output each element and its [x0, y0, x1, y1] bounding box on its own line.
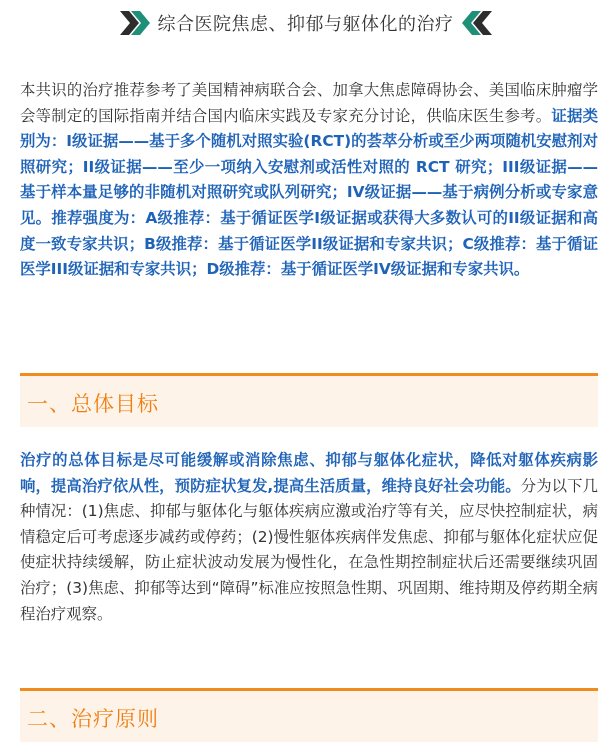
evidence-levels-text: 证据类别为：I级证据——基于多个随机对照实验(RCT)的荟萃分析或至少两项随机安慰剂对照研究；II级证据——至少一项纳入安慰剂或活性对照的 RCT 研究；III级证据——基于样本量足够的非随机对照研究或队列研究；IV级证据——基于病例分析或专家意见。推荐强度为：A级推荐：基于循证医学I级证据或获得大多数认可的II级证据和高度一致专家共识；B级推荐：基于循证医学II级证据和专家共识；C级推荐：基于循证医学III级证据和专家共识；D级推荐：基于循证医学IV级证据和专家共识。	[20, 106, 598, 279]
section-title: 二、治疗原则	[27, 707, 159, 731]
intro-paragraph	[20, 78, 598, 283]
article-title: 综合医院焦虑、抑郁与躯体化的治疗	[157, 14, 454, 35]
intro-text: 本共识的治疗推荐参考了美国精神病联合会、加拿大焦虑障碍协会、美国临床肿瘤学会等制定的国际指南并结合国内临床实践及专家充分讨论，供临床医生参考。	[20, 81, 598, 125]
article-header	[0, 6, 611, 40]
section-heading-treatment-principles	[20, 688, 598, 742]
overall-goal-paragraph	[20, 448, 598, 627]
double-chevron-right-icon	[118, 8, 152, 38]
section-title: 一、总体目标	[27, 392, 159, 416]
double-chevron-left-icon	[460, 8, 494, 38]
overall-goal-emphasis: 治疗的总体目标是尽可能缓解或消除焦虑、抑郁与躯体化症状，降低对躯体疾病影响，提高治疗依从性，预防症状复发,提高生活质量，维持良好社会功能。	[20, 451, 598, 495]
section-heading-overall-goal	[20, 373, 598, 427]
overall-goal-text: 分为以下几种情况：(1)焦虑、抑郁与躯体化与躯体疾病应激或治疗等有关，应尽快控制症状，病情稳定后可考虑逐步减药或停药；(2)慢性躯体疾病伴发焦虑、抑郁与躯体化症状应促使症状持续缓解，防止症状波动发展为慢性化，在急性期控制症状后还需要继续巩固治疗；(3)焦虑、抑郁等达到“障碍”标准应按照急性期、巩固期、维持期及停药期全病程治疗观察。	[20, 476, 598, 623]
